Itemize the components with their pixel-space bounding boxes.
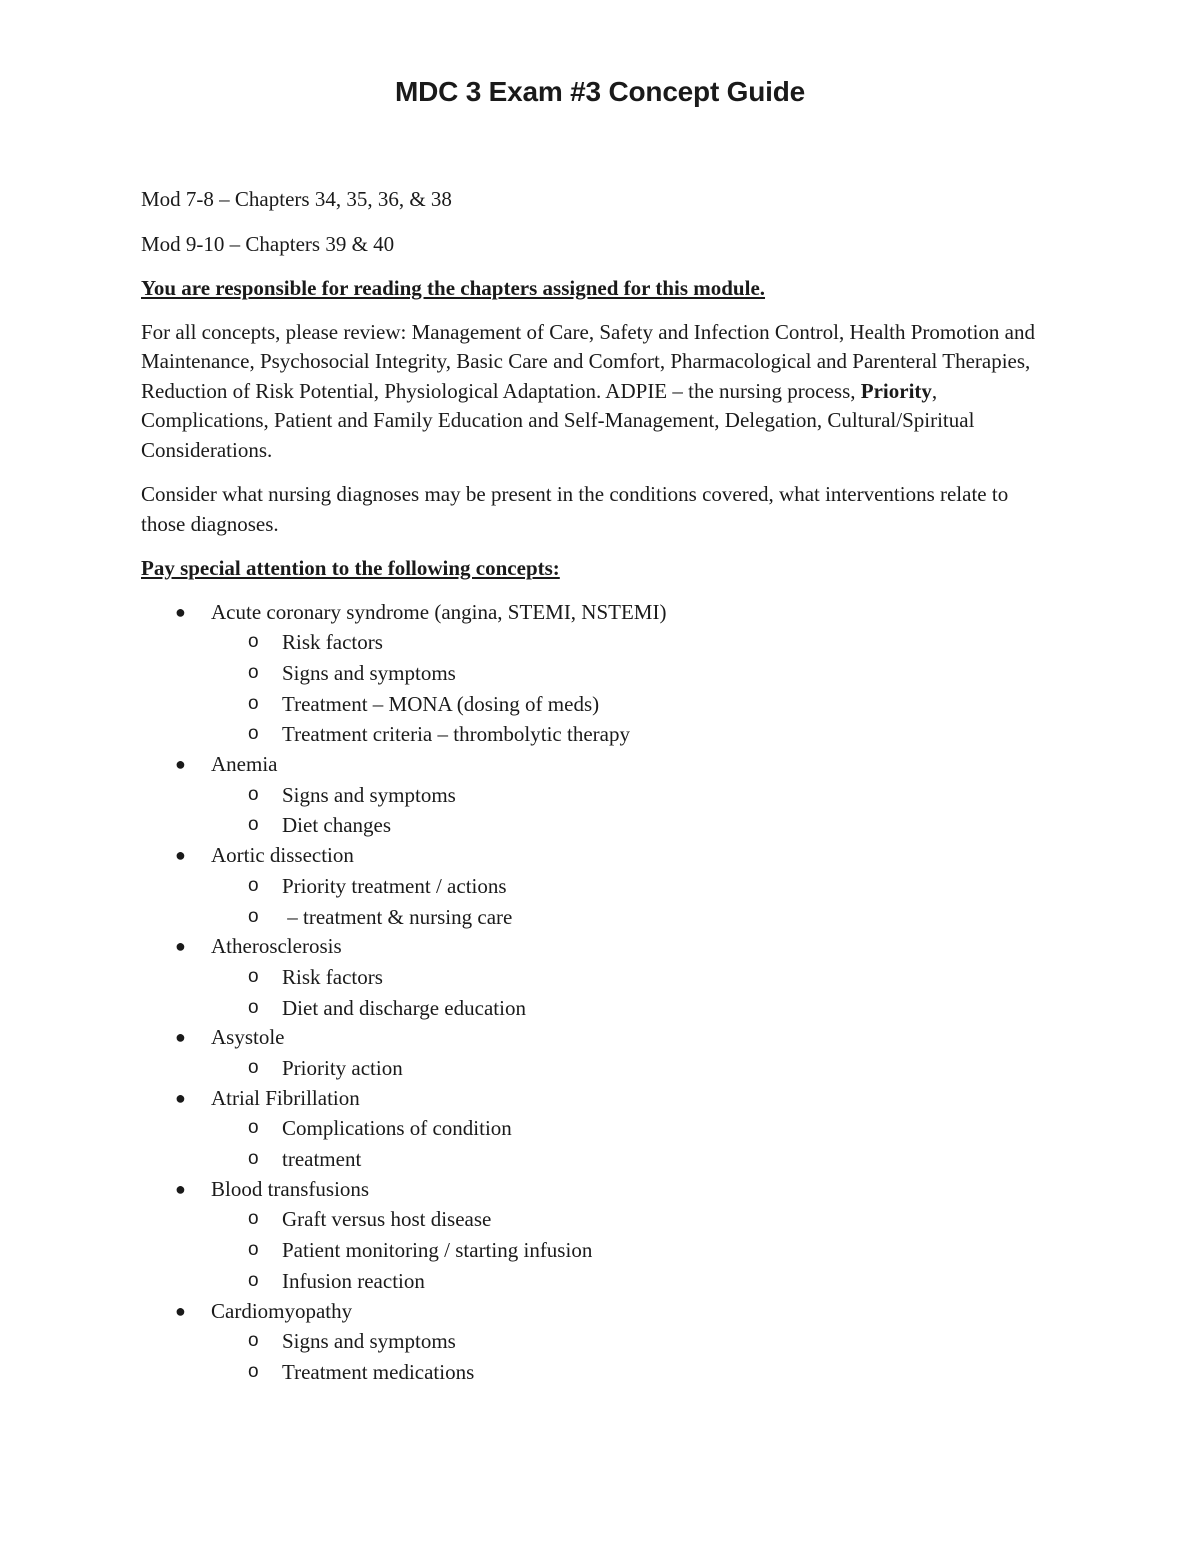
concept-subitem: [211, 810, 1051, 841]
subitem-label: Infusion reaction: [282, 1268, 425, 1293]
concept-label: Blood transfusions: [211, 1176, 370, 1201]
circle-bullet-icon: o: [248, 1361, 259, 1383]
concept-label: Atrial Fibrillation: [211, 1085, 360, 1110]
circle-bullet-icon: o: [248, 1208, 259, 1230]
concept-sublist: [211, 1053, 1051, 1084]
bullet-icon: ●: [175, 936, 186, 957]
circle-bullet-icon: o: [248, 692, 259, 714]
concept-label: Acute coronary syndrome (angina, STEMI, NSTEMI): [211, 599, 667, 624]
circle-bullet-icon: o: [248, 1330, 259, 1352]
subitem-label: Complications of condition: [282, 1116, 512, 1141]
concept-subitem: [211, 1266, 1051, 1297]
circle-bullet-icon: o: [248, 1148, 259, 1170]
subitem-label: treatment: [282, 1147, 362, 1172]
responsibility-note: You are responsible for reading the chapters assigned for this module.: [141, 276, 766, 300]
concept-sublist: [211, 780, 1051, 842]
bullet-icon: ●: [175, 754, 186, 775]
subitem-label: Treatment medications: [282, 1360, 475, 1385]
page-title: MDC 3 Exam #3 Concept Guide: [394, 76, 806, 107]
concept-item: [141, 1023, 1051, 1083]
subitem-label: Treatment criteria – thrombolytic therapy: [282, 722, 630, 747]
review-text-start: For all concepts, please review: Management of Care, Safety and Infection Control, Health Promotion and Maintenance, Psychosocial Integrity, Basic Care and Comfort, Pharmacological and Parenteral Therapies, Reduction of Risk Potential, Physiological Adaptation. ADPIE – the nursing process,: [141, 319, 1035, 403]
subitem-label: Signs and symptoms: [282, 782, 456, 807]
concept-item: [141, 841, 1051, 932]
subitem-label: Risk factors: [282, 964, 383, 989]
concept-subitem: [211, 1357, 1051, 1388]
circle-bullet-icon: o: [248, 1269, 259, 1291]
bullet-icon: ●: [175, 1027, 186, 1048]
concept-subitem: [211, 993, 1051, 1024]
subitem-label: Signs and symptoms: [282, 660, 456, 685]
concept-label: Atherosclerosis: [211, 934, 342, 959]
circle-bullet-icon: o: [248, 1239, 259, 1261]
concept-sublist: [211, 871, 1051, 933]
bullet-icon: ●: [175, 1087, 186, 1108]
concept-subitem: [211, 1235, 1051, 1266]
circle-bullet-icon: o: [248, 1117, 259, 1139]
concept-item: [141, 598, 1051, 751]
concept-sublist: [211, 1204, 1051, 1296]
circle-bullet-icon: o: [248, 814, 259, 836]
concept-sublist: [211, 1326, 1051, 1388]
concept-item: [141, 1175, 1051, 1297]
circle-bullet-icon: o: [248, 661, 259, 683]
concept-subitem: [211, 871, 1051, 902]
concept-subitem: [211, 1144, 1051, 1175]
subitem-label: Priority action: [282, 1055, 403, 1080]
concept-item: [141, 1297, 1051, 1388]
subitem-label: Risk factors: [282, 630, 383, 654]
bullet-icon: ●: [175, 601, 186, 622]
circle-bullet-icon: o: [248, 996, 259, 1018]
concept-label: Cardiomyopathy: [211, 1298, 353, 1323]
subitem-label: Signs and symptoms: [282, 1329, 456, 1354]
concept-subitem: [211, 1204, 1051, 1235]
concept-subitem: [211, 689, 1051, 720]
concept-subitem: [211, 902, 1051, 933]
concept-list: [141, 598, 1051, 1388]
subitem-label: Diet changes: [282, 813, 392, 838]
subitem-label: – treatment & nursing care: [282, 904, 513, 929]
concept-subitem: [211, 1326, 1051, 1357]
subitem-label: Treatment – MONA (dosing of meds): [282, 691, 600, 716]
module-line-7-8: Mod 7-8 – Chapters 34, 35, 36, & 38: [141, 187, 452, 211]
concept-sublist: [211, 1113, 1051, 1175]
consider-paragraph: Consider what nursing diagnoses may be present in the conditions covered, what interventions relate to those diagnoses.: [141, 482, 1009, 536]
concept-item: [141, 750, 1051, 841]
circle-bullet-icon: o: [248, 874, 259, 896]
concept-label: Asystole: [211, 1025, 285, 1050]
review-text-end: , Complications, Patient and Family Education and Self-Management, Delegation, Cultural/Spiritual Considerations.: [141, 378, 975, 462]
concept-label: Aortic dissection: [211, 843, 354, 868]
circle-bullet-icon: o: [248, 965, 259, 987]
concept-subitem: [211, 658, 1051, 689]
concept-subitem: [211, 719, 1051, 750]
bullet-icon: ●: [175, 845, 186, 866]
bullet-icon: ●: [175, 1178, 186, 1199]
circle-bullet-icon: o: [248, 1056, 259, 1078]
review-priority-bold: Priority: [860, 378, 932, 403]
subitem-label: Graft versus host disease: [282, 1207, 492, 1232]
document-body: [141, 185, 1051, 1388]
concept-item: [141, 1084, 1051, 1175]
bullet-icon: ●: [175, 1300, 186, 1321]
review-paragraph: [141, 318, 1051, 466]
concept-item: [141, 932, 1051, 1023]
module-line-9-10: Mod 9-10 – Chapters 39 & 40: [141, 231, 395, 256]
attention-heading: Pay special attention to the following concepts:: [141, 556, 560, 580]
concept-subitem: [211, 962, 1051, 993]
circle-bullet-icon: o: [248, 783, 259, 805]
circle-bullet-icon: o: [248, 631, 259, 652]
concept-label: Anemia: [211, 752, 278, 777]
concept-subitem: [211, 1053, 1051, 1084]
subitem-label: Priority treatment / actions: [282, 873, 507, 898]
subitem-label: Patient monitoring / starting infusion: [282, 1238, 593, 1263]
concept-subitem: [211, 627, 1051, 658]
circle-bullet-icon: o: [248, 723, 259, 745]
circle-bullet-icon: o: [248, 905, 259, 927]
concept-subitem: [211, 780, 1051, 811]
concept-sublist: [211, 627, 1051, 750]
concept-sublist: [211, 962, 1051, 1024]
subitem-label: Diet and discharge education: [282, 995, 526, 1020]
concept-subitem: [211, 1113, 1051, 1144]
